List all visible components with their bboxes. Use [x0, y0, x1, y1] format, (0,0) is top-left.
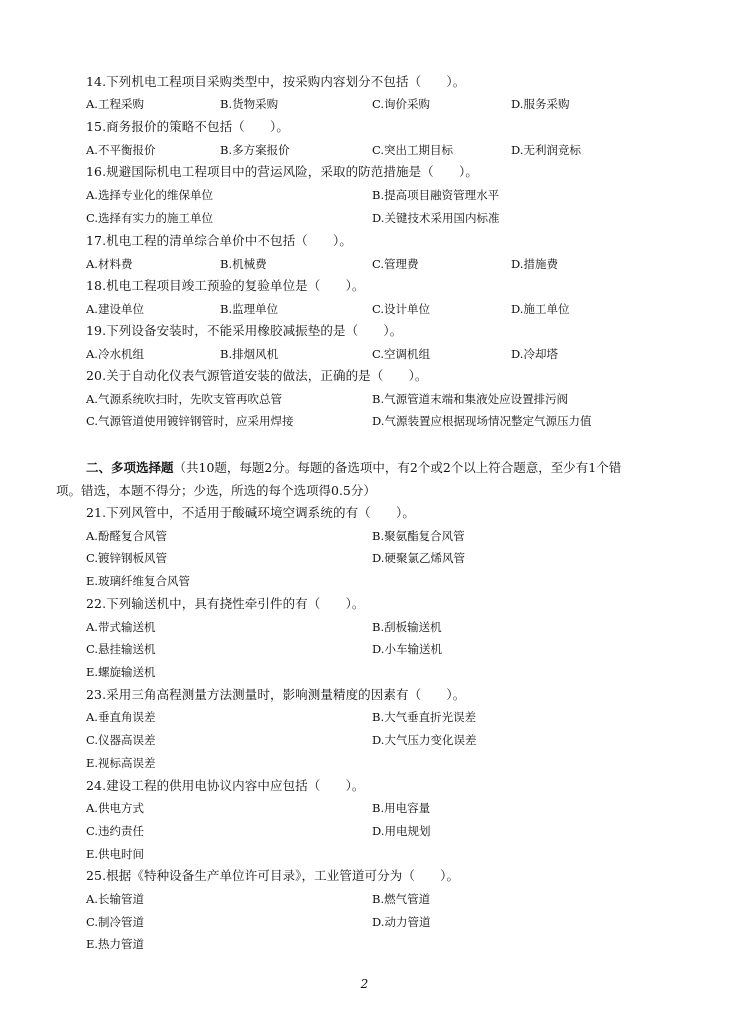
option-a: A.供电方式 [86, 801, 144, 815]
page-number: 2 [360, 977, 369, 991]
option-d: D.施工单位 [511, 302, 570, 316]
question-16-stem: 16.规避国际机电工程项目中的营运风险，采取的防范措施是（ ）。 [86, 164, 478, 179]
question-25-options-row2 [86, 914, 686, 930]
question-14-stem: 14.下列机电工程项目采购类型中，按采购内容划分不包括（ ）。 [86, 74, 466, 89]
option-c: C.违约责任 [86, 824, 145, 838]
section-2-header [86, 460, 621, 476]
option-a: A.长输管道 [86, 892, 144, 906]
option-b: B.燃气管道 [372, 892, 431, 906]
option-c: C.制冷管道 [86, 915, 145, 929]
option-d: D.无利润竞标 [511, 143, 581, 157]
question-20-options-row2 [86, 413, 686, 429]
question-24-options-row3 [86, 846, 686, 862]
option-b: B.提高项目融资管理水平 [372, 188, 500, 202]
option-a: A.冷水机组 [86, 347, 144, 361]
option-e: E.螺旋输送机 [86, 665, 156, 679]
option-d: D.措施费 [511, 257, 558, 271]
option-e: E.视标高误差 [86, 756, 156, 770]
option-b: B.排烟风机 [220, 347, 279, 361]
question-22-stem: 22.下列输送机中，具有挠性牵引件的有（ ）。 [86, 596, 365, 611]
question-23-options-row1 [86, 709, 686, 725]
option-c: C.悬挂输送机 [86, 642, 156, 656]
question-16-options-row1 [86, 187, 686, 203]
question-18-options [86, 301, 686, 317]
option-a: A.选择专业化的维保单位 [86, 188, 213, 202]
question-23-stem: 23.采用三角高程测量方法测量时，影响测量精度的因素有（ ）。 [86, 687, 466, 702]
question-15-options [86, 142, 686, 158]
question-23-options-row3 [86, 755, 686, 771]
option-d: D.服务采购 [511, 97, 570, 111]
option-c: C.气源管道使用镀锌钢管时，应采用焊接 [86, 414, 294, 428]
option-d: D.小车输送机 [372, 642, 442, 656]
option-a: A.垂直角误差 [86, 710, 156, 724]
option-d: D.关键技术采用国内标准 [372, 211, 500, 225]
option-b: B.多方案报价 [220, 143, 290, 157]
option-b: B.刮板输送机 [372, 620, 442, 634]
option-c: C.仪器高误差 [86, 733, 156, 747]
option-d: D.冷却塔 [511, 347, 558, 361]
option-c: C.询价采购 [372, 97, 431, 111]
option-c: C.选择有实力的施工单位 [86, 211, 214, 225]
question-18-stem: 18.机电工程项目竣工预验的复验单位是（ ）。 [86, 278, 365, 293]
question-17-options [86, 256, 686, 272]
option-d: D.气源装置应根据现场情况整定气源压力值 [372, 414, 592, 428]
question-25-options-row3 [86, 936, 686, 952]
option-a: A.材料费 [86, 257, 133, 271]
question-16-options-row2 [86, 210, 686, 226]
option-a: A.气源系统吹扫时，先吹支管再吹总管 [86, 392, 282, 406]
option-c: C.空调机组 [372, 347, 431, 361]
question-20-stem: 20.关于自动化仪表气源管道安装的做法，正确的是（ ）。 [86, 368, 428, 383]
option-b: B.机械费 [220, 257, 267, 271]
question-15-stem: 15.商务报价的策略不包括（ ）。 [86, 119, 289, 134]
question-23-options-row2 [86, 732, 686, 748]
option-c: C.镀锌钢板风管 [86, 551, 168, 565]
option-b: B.用电容量 [372, 801, 431, 815]
option-d: D.用电规划 [372, 824, 431, 838]
option-e: E.玻璃纤维复合风管 [86, 574, 191, 588]
question-21-stem: 21.下列风管中，不适用于酸碱环境空调系统的有（ ）。 [86, 505, 415, 520]
question-25-stem: 25.根据《特种设备生产单位许可目录》，工业管道可分为（ ）。 [86, 868, 460, 883]
question-21-options-row3 [86, 573, 686, 589]
option-a: A.建设单位 [86, 302, 144, 316]
question-22-options-row1 [86, 619, 686, 635]
question-20-options-row1 [86, 391, 686, 407]
option-a: A.工程采购 [86, 97, 144, 111]
option-b: B.气源管道末端和集液处应设置排污阀 [372, 392, 569, 406]
question-14-options [86, 96, 686, 112]
option-d: D.大气压力变化误差 [372, 733, 477, 747]
question-21-options-row2 [86, 550, 686, 566]
question-25-options-row1 [86, 891, 686, 907]
question-24-options-row2 [86, 823, 686, 839]
option-e: E.供电时间 [86, 847, 145, 861]
option-d: D.动力管道 [372, 915, 431, 929]
option-b: B.货物采购 [220, 97, 279, 111]
option-c: C.突出工期目标 [372, 143, 454, 157]
option-b: B.聚氨酯复合风管 [372, 529, 465, 543]
option-d: D.硬聚氯乙烯风管 [372, 551, 465, 565]
option-a: A.酚醛复合风管 [86, 529, 167, 543]
section-2-intro-line1: （共10题，每题2分。每题的备选项中，有2个或2个以上符合题意，至少有1个错 [173, 460, 622, 475]
option-a: A.不平衡报价 [86, 143, 156, 157]
option-c: C.设计单位 [372, 302, 431, 316]
option-a: A.带式输送机 [86, 620, 156, 634]
option-b: B.大气垂直折光误差 [372, 710, 477, 724]
question-19-stem: 19.下列设备安装时，不能采用橡胶减振垫的是（ ）。 [86, 323, 403, 338]
question-22-options-row3 [86, 664, 686, 680]
question-21-options-row1 [86, 528, 686, 544]
option-e: E.热力管道 [86, 937, 145, 951]
question-24-options-row1 [86, 800, 686, 816]
question-17-stem: 17.机电工程的清单综合单价中不包括（ ）。 [86, 233, 352, 248]
option-b: B.监理单位 [220, 302, 279, 316]
option-c: C.管理费 [372, 257, 419, 271]
question-24-stem: 24.建设工程的供用电协议内容中应包括（ ）。 [86, 778, 365, 793]
question-22-options-row2 [86, 641, 686, 657]
section-2-title: 二、多项选择题 [86, 460, 174, 475]
section-2-intro-line2: 项。错选，本题不得分；少选，所选的每个选项得0.5分） [56, 483, 376, 498]
question-19-options [86, 346, 686, 362]
